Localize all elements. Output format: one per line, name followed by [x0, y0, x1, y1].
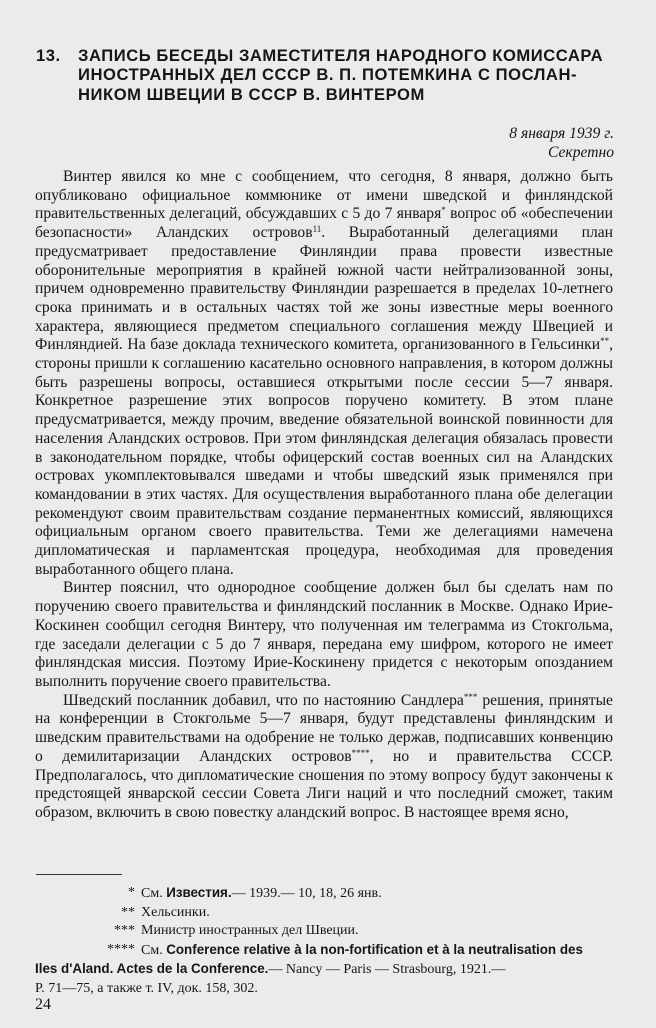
document-body — [35, 168, 613, 823]
footnote-1: * См. Известия.— 1939.— 10, 18, 26 янв. — [128, 885, 382, 901]
footnote-ref-1: * — [441, 205, 446, 216]
footnote-ref-3: *** — [463, 691, 478, 702]
paragraph-2: Винтер пояснил, что однородное сообщение должен был бы сделать нам по поручению своего правительства и финляндский посланник в Москве. Однако Ирие-Коскинен сообщил сегодня Винтеру, что полученная им телеграмма из Стокгольма, где заседали делегации с 5 до 7 января, передана ему шифром, которого не имеет финляндская миссия. Поэтому Ирие-Коскинену придется с некоторым опозданием выполнить поручение своего правительства. — [35, 579, 613, 690]
footnote-ref-2: ** — [600, 336, 610, 347]
footnote-ref-4: **** — [351, 747, 370, 758]
footnote-4: **** См. Conference relative à la non-fortification et à la neutralisation des — [107, 941, 583, 958]
document-date: 8 января 1939 г. — [509, 125, 614, 142]
endnote-ref-11: 11 — [312, 224, 322, 235]
heading-line-2: ИНОСТРАННЫХ ДЕЛ СССР В. П. ПОТЕМКИНА С ПОСЛАН- — [78, 65, 578, 85]
paragraph-3: Шведский посланник добавил, что по настоянию Сандлера*** решения, принятые на конференции в Стокгольме 5—7 января, будут представлены финляндским и шведским правительствами на одобрение не только держав, подписавших конвенцию о демилитаризации Аландских островов****, но и правительства СССР. Предполагалось, что дипломатические сношения по этому вопросу будут закончены к предстоящей январской сессии Совета Лиги наций и что последний сможет, таким образом, включить в свою повестку аландский вопрос. В настоящее время ясно, — [35, 691, 613, 821]
document-meta — [509, 124, 614, 162]
document-heading — [36, 46, 616, 104]
heading-line-3: НИКОМ ШВЕЦИИ В СССР В. ВИНТЕРОМ — [78, 84, 425, 104]
footnote-separator — [36, 874, 122, 875]
footnotes — [35, 884, 613, 999]
footnote-4-cont-2: P. 71—75, а также т. IV, док. 158, 302. — [35, 980, 258, 996]
document-number: 13. — [36, 46, 61, 65]
heading-line-1: ЗАПИСЬ БЕСЕДЫ ЗАМЕСТИТЕЛЯ НАРОДНОГО КОМИССАРА — [78, 46, 604, 65]
footnote-3: *** Министр иностранных дел Швеции. — [114, 923, 359, 939]
page-number: 24 — [35, 996, 51, 1013]
footnote-4-cont: Iles d'Aland. Actes de la Conference.— Nancy — Paris — Strasbourg, 1921.— — [35, 961, 506, 978]
classification-mark: Секретно — [547, 144, 614, 161]
paragraph-1: Винтер явился ко мне с сообщением, что сегодня, 8 января, должно быть опубликовано официальное коммюнике от имени шведской и финляндской правительственных делегаций, обсуждавших с 5 до 7 января* вопрос об «обеспечении безопасности» Аландских островов$^{11}$. Выработанный делегациями план предусматривает предоставление Финляндии права провести известные оборонительные мероприятия в крайней южной части нейтрализованной зоны, причем одновременно правительству Финляндии разрешается в пределах 10-летнего срока принимать и в остальных частях той же зоны известные меры военного характера, являющиеся предметом специального соглашения между Швецией и Финляндией. На базе доклада технического комитета, организованного в Гельсинки**, стороны пришли к соглашению касательно основного направления, в котором должны быть разрешены вопросы, оставшиеся открытыми после сессии 5—7 января. Конкретное разрешение этих вопросов поручено комитету. В этом плане предусматривается, между прочим, введение обязательной воинской повинности для населения Аландских островов. При этом финляндская делегация обязалась провести в законодательном порядке, чтобы офицерский состав военных сил на Аландских островах укомплектовывался шведами и чтобы шведский язык применялся при командовании в этих частях. Для осуществления выработанного плана обе делегации рекомендуют своим правительствам создание перманентных комиссий, являющихся официальным органом своего правительства. Теми же делегациями намечена дипломатическая и парламентская процедура, необходимая для проведения выработанного общего плана. — [35, 168, 613, 578]
footnote-2: ** Хельсинки. — [121, 904, 210, 920]
